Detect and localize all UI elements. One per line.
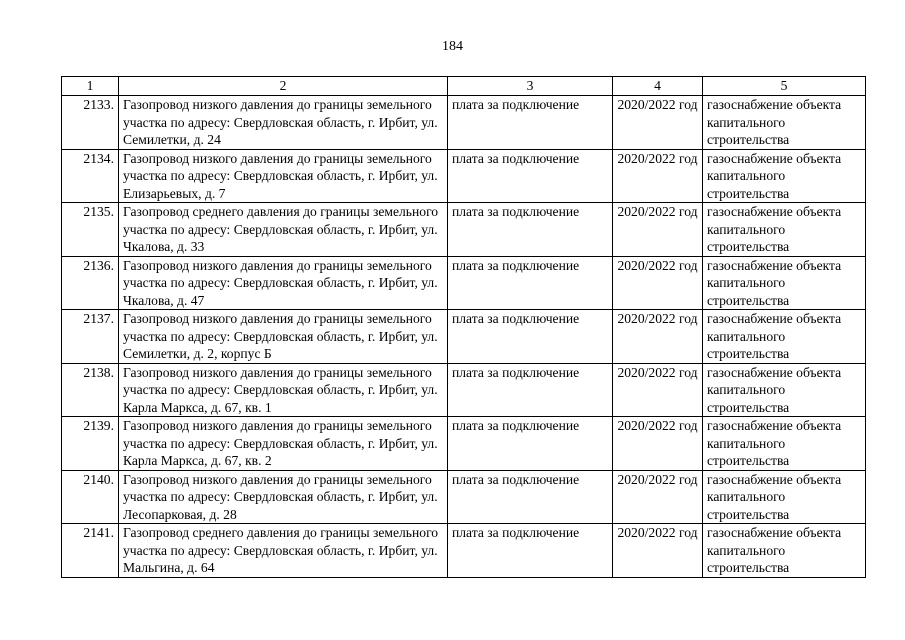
row-number: 2136. [62, 256, 119, 310]
table-row [62, 524, 866, 578]
fee-type: плата за подключение [448, 417, 613, 471]
object-name: Газопровод низкого давления до границы земельного участка по адресу: Свердловская область, г. Ирбит, ул. Карла Маркса, д. 67, кв. 1 [119, 363, 448, 417]
purpose: газоснабжение объекта капитального строительства [703, 470, 866, 524]
period: 2020/2022 год [613, 363, 703, 417]
object-name: Газопровод низкого давления до границы земельного участка по адресу: Свердловская область, г. Ирбит, ул. Семилетки, д. 24 [119, 96, 448, 150]
purpose: газоснабжение объекта капитального строительства [703, 524, 866, 578]
period: 2020/2022 год [613, 417, 703, 471]
register-table [61, 76, 866, 578]
row-number: 2134. [62, 149, 119, 203]
fee-type: плата за подключение [448, 203, 613, 257]
table-row [62, 310, 866, 364]
purpose: газоснабжение объекта капитального строительства [703, 310, 866, 364]
table-row [62, 203, 866, 257]
object-name: Газопровод низкого давления до границы земельного участка по адресу: Свердловская область, г. Ирбит, ул. Чкалова, д. 47 [119, 256, 448, 310]
purpose: газоснабжение объекта капитального строительства [703, 363, 866, 417]
fee-type: плата за подключение [448, 524, 613, 578]
object-name: Газопровод среднего давления до границы земельного участка по адресу: Свердловская область, г. Ирбит, ул. Чкалова, д. 33 [119, 203, 448, 257]
purpose: газоснабжение объекта капитального строительства [703, 417, 866, 471]
column-header: 3 [448, 77, 613, 96]
table-row [62, 96, 866, 150]
page-number: 184 [442, 39, 463, 54]
row-number: 2141. [62, 524, 119, 578]
object-name: Газопровод низкого давления до границы земельного участка по адресу: Свердловская область, г. Ирбит, ул. Лесопарковая, д. 28 [119, 470, 448, 524]
purpose: газоснабжение объекта капитального строительства [703, 96, 866, 150]
column-header: 1 [62, 77, 119, 96]
row-number: 2138. [62, 363, 119, 417]
table-row [62, 149, 866, 203]
column-header: 4 [613, 77, 703, 96]
table-row [62, 256, 866, 310]
table-row [62, 417, 866, 471]
row-number: 2140. [62, 470, 119, 524]
column-header: 5 [703, 77, 866, 96]
period: 2020/2022 год [613, 203, 703, 257]
fee-type: плата за подключение [448, 256, 613, 310]
column-header: 2 [119, 77, 448, 96]
fee-type: плата за подключение [448, 470, 613, 524]
fee-type: плата за подключение [448, 149, 613, 203]
table-row [62, 470, 866, 524]
period: 2020/2022 год [613, 524, 703, 578]
purpose: газоснабжение объекта капитального строительства [703, 203, 866, 257]
period: 2020/2022 год [613, 310, 703, 364]
period: 2020/2022 год [613, 149, 703, 203]
table-header-row [62, 77, 866, 96]
object-name: Газопровод низкого давления до границы земельного участка по адресу: Свердловская область, г. Ирбит, ул. Семилетки, д. 2, корпус Б [119, 310, 448, 364]
fee-type: плата за подключение [448, 310, 613, 364]
row-number: 2137. [62, 310, 119, 364]
period: 2020/2022 год [613, 470, 703, 524]
period: 2020/2022 год [613, 256, 703, 310]
object-name: Газопровод низкого давления до границы земельного участка по адресу: Свердловская область, г. Ирбит, ул. Карла Маркса, д. 67, кв. 2 [119, 417, 448, 471]
row-number: 2133. [62, 96, 119, 150]
row-number: 2135. [62, 203, 119, 257]
fee-type: плата за подключение [448, 96, 613, 150]
object-name: Газопровод низкого давления до границы земельного участка по адресу: Свердловская область, г. Ирбит, ул. Елизарьевых, д. 7 [119, 149, 448, 203]
purpose: газоснабжение объекта капитального строительства [703, 256, 866, 310]
table-row [62, 363, 866, 417]
period: 2020/2022 год [613, 96, 703, 150]
purpose: газоснабжение объекта капитального строительства [703, 149, 866, 203]
row-number: 2139. [62, 417, 119, 471]
fee-type: плата за подключение [448, 363, 613, 417]
object-name: Газопровод среднего давления до границы земельного участка по адресу: Свердловская область, г. Ирбит, ул. Мальгина, д. 64 [119, 524, 448, 578]
